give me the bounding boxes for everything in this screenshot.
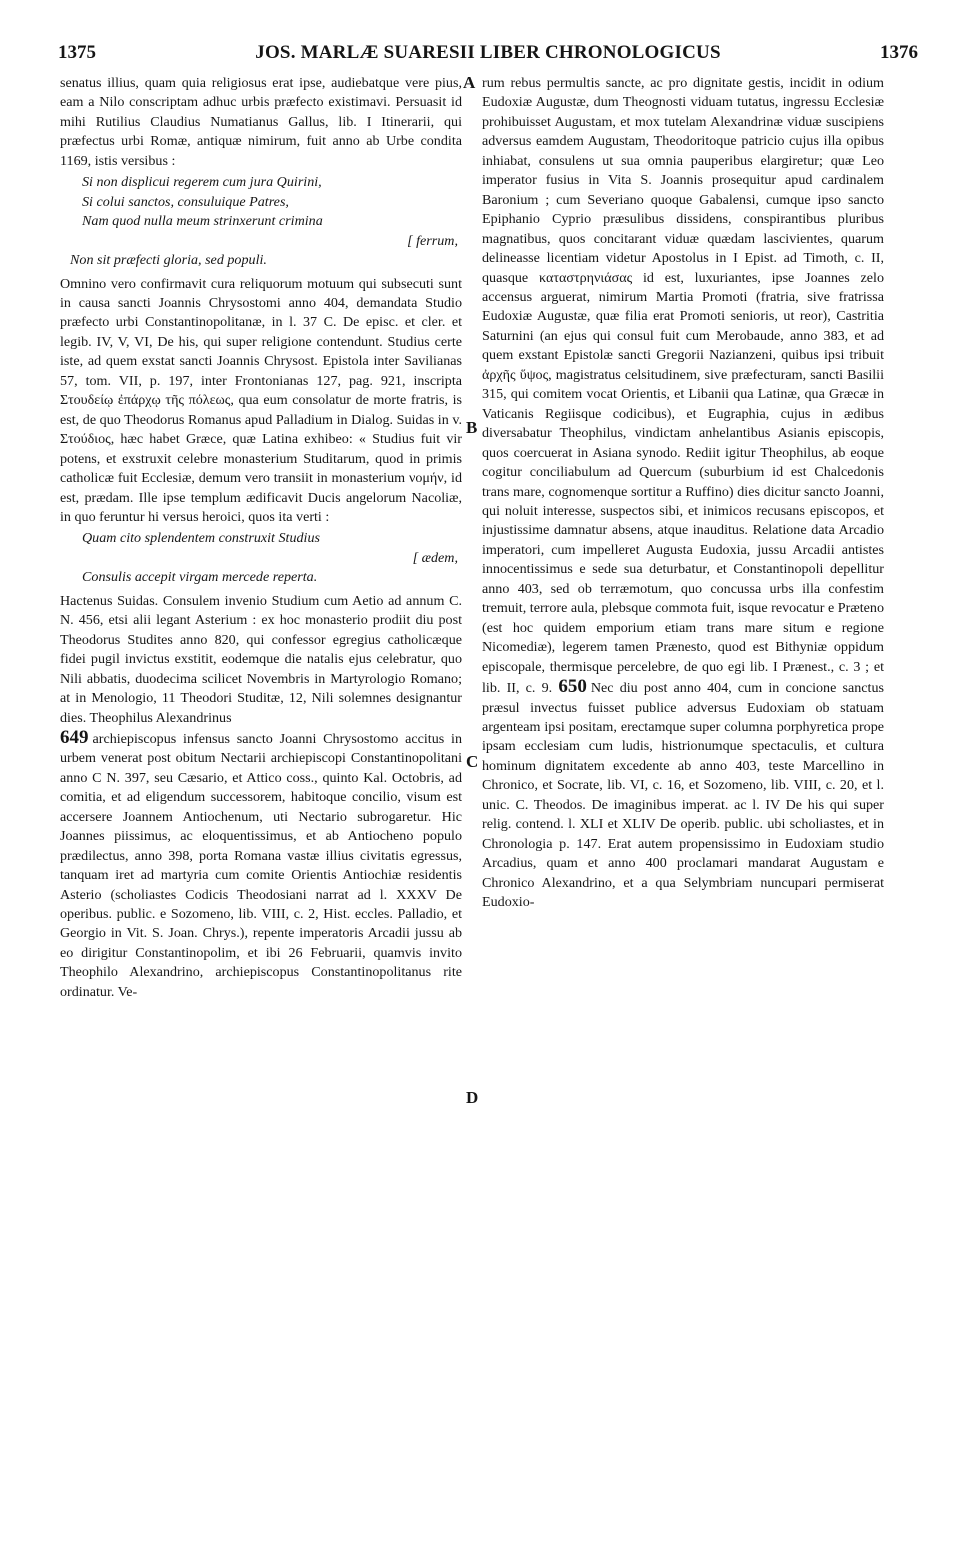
- left-page-number: 1375: [58, 42, 96, 63]
- margin-letter-c: C: [466, 752, 479, 771]
- verse-line: [ ferrum,: [407, 232, 458, 249]
- verse-line: Non sit præfecti gloria, sed populi.: [70, 252, 267, 269]
- verse-line: [ ædem,: [412, 549, 458, 566]
- section-mark-650: 650: [558, 676, 587, 698]
- verse-line: Si colui sanctos, consuluique Patres,: [82, 193, 289, 210]
- right-paragraph-1-text: rum rebus permultis sancte, ac pro dignitate gestis, incidit in odium Eudoxiæ Augustæ, dum Theognosti viduam tutatus, ingressu Ecclesiæ prohibuisset Augustam, et mox tutelam Alexandrinæ viduæ suscipiens adversus eamdem Augustam, Theodoritoque patricio cujus illa opibus inhiabat, consulens ut sua omnia pauperibus elargiretur; quæ Leo imperator fusius in Vita S. Joannis prosequitur apud cardinalem Baronium ; cum Severiano quoque Gabalensi, cumque ipso sancto Epiphanio Cyprio præsulibus dissidens, conspirantibus pluribus magnatibus, quos concitarant viduæ quædam lascivientes, quarum delineasse licentiam videtur Apostolus in I Epist. ad Timoth, c. II, quasque καταστρηνιάσας id est, luxuriantes, ipse Joannes zelo accensus arguerat, nimirum Martia Promoti (fratria, sive fratrissa Eudoxiæ Augustæ, quæ filia erat Promoti senioris, ut reor), Castritia Saturnini (an ejus qui consul fuit cum Merobaude, anno 383, et ad quem exstant Epistolæ sancti Gregorii Nazianzeni, quibus ipsi tribuit ἀρχῆς ὕψος, magistratus celsitudinem, sive præfecturam, sancti Basilii 315, qui comitem vocat Orientis, et Libanii qua Latinæ, qua Græcæ in Vaticanis Regiisque codicibus), et Eugraphia, cujus in ædibus diversabatur Theophilus, vindictam anhelantibus Asianis episcopis, quos coercuerat in Asiana synodo. Rediit igitur Theophilus, ab eoque cogitur conciliabulum ad Quercum (suburbium id est Chalcedonis trans mare, cognomenque sortitur a Ruffino) dies dicitur sancto Joanni, qui noluit interesse, suspectos sibi, et inimicos recusans episcopos, et injustissime damnatur absens, atque inauditus. Relatione data Arcadio imperatori, cum impelleret Augusta Eudoxia, jussu Arcadii antistes innocentissimus e sede sua deturbatur, et Constantinopoli depellitur anno 403, sed ob terræmotum, quo concussa urbs illa confestim tremuit, terrore aula, plebsque commota fuit, isque revocatur e Præteno (est hoc quidem emporium etiam trans mare situm e regione Nicomediæ), legerem tamen Prænesto, quod est Bithyniæ oppidum episcopale, thermisque percelebre, de quo egi lib. I Prænest., c. 3 ; et lib. II, c. 9.: [482, 75, 884, 697]
- left-paragraph-3: Hactenus Suidas. Consulem invenio Studium cum Aetio ad annum C. N. 456, etsi alii legant Asterium : ex hoc monasterio prodiit diu post Theodorus Studites anno 820, qui confessor egregius catholicæque fidei pugil invictus exstitit, eodemque die natalis ejus celebratur, quo Nili abbatis, duodecima scilicet Novembris in Martyrologio Romano; at in Menologio, 11 Theodori Studitæ, 12, Nili solemnes designantur dies. Theophilus Alexandrinus: [60, 592, 462, 726]
- section-mark-649: 649: [60, 726, 89, 748]
- left-paragraph-4: [60, 728, 462, 1002]
- margin-letter-b: B: [466, 418, 478, 437]
- right-paragraph-1: [482, 74, 884, 912]
- verse-line: Si non displicui regerem cum jura Quirini,: [82, 174, 322, 191]
- verse-block-rutilius: [60, 173, 462, 270]
- verse-block-studius: [60, 529, 462, 587]
- left-paragraph-2: Omnino vero confirmavit cura reliquorum motuum qui subsecuti sunt in causa sancti Joannis Chrysostomi anno 404, demandata Studio præfecto urbi Constantinopolitanæ, in l. 37 C. De episc. et cler. et legib. IV, V, VI, De his, qui super religione contendunt. Studius certe iste, ad quem exstat sancti Joannis Chrysost. Epistola inter Savilianas 57, tom. VII, p. 197, inter Frontonianas 127, pag. 921, inscripta Στουδείῳ ἐπάρχῳ τῆς πόλεως, qua eum consolatur de morte fratris, is est, de quo Theodorus Romanus apud Palladium in Dialog. Suidas in v. Στούδιος, hæc habet Græce, quæ Latina exhibeo: « Studius fuit vir potens, et exstruxit celebre monasterium Studitarum, quod in primis catholicæ fuit Ecclesiæ, demum vero transiit in monasterium νομήν, id est, prædam. Ille ipse templum ædificavit Ducis angelorum Nacoliæ, in quo feruntur hi versus heroici, quos ita verti :: [60, 275, 462, 525]
- left-paragraph-1: senatus illius, quam quia religiosus erat ipse, audiebatque vere pius, eam a Nilo conscriptam adhuc urbis præfecto existimavi. Persuasit id mihi Rutilius Claudius Numatianus Gallus, lib. I Itinerarii, qui præfectus urbi Romæ, antiquæ nimirum, fuit anno ab Urbe condita 1169, istis versibus :: [60, 75, 462, 169]
- margin-letter-a: A: [463, 73, 476, 92]
- margin-letter-d: D: [466, 1088, 479, 1107]
- verse-line: Quam cito splendentem construxit Studius: [82, 530, 320, 547]
- verse-line: Consulis accepit virgam mercede reperta.: [82, 569, 318, 586]
- right-column: [482, 74, 884, 912]
- left-column: [60, 74, 462, 1002]
- left-paragraph-4-text: archiepiscopus infensus sancto Joanni Chrysostomo accitus in urbem venerat post obitum Nectarii archiepiscopi Constantinopolitani anno C N. 397, seu Cæsario, et Attico coss., quinto Kal. Octobris, ad comitia, et ad eligendum successorem, habitoque concilio, visum est accersere Joannem Antiochenum, uti Nectario subrogaretur. Hic Joannes piissimus, ac eloquentissimus, et ab Antiocheno populo prædilectus, anno 398, porta Romana vastæ illius civitatis egressus, tanquam iret ad martyria cum comite Orientis Antiochiæ residentis Asterio (scholiastes Codicis Theodosiani narrat ad l. XXXV De operibus. public. e Sozomeno, lib. VIII, c. 2, Hist. eccles. Palladio, et Georgio in Vit. S. Joan. Chrys.), repente imperatoris Arcadii jussu ab eo dirigitur Constantinopolim, et ibi 26 Februarii, quamvis invito Theophilo Alexandrino, archiepiscopus Constantinopolitanus rite ordinatur. Ve-: [60, 730, 462, 1000]
- verse-line: Nam quod nulla meum strinxerunt crimina: [82, 213, 323, 230]
- page-header: [58, 42, 918, 68]
- right-page-number: 1376: [879, 42, 918, 63]
- right-paragraph-2-text: Nec diu post anno 404, cum in concione sanctus præsul invectus fuisset publice adversus Eudoxiam ob statuam argenteam ipsi positam, erectamque super columna porphyretica prope ipsam ecclesiam cum ludis, histrionumque spectaculis, et cultura hominum dignitatem excedente ab anno 403, teste Marcellino in Chronico, et Socrate, lib. VI, c. 16, et Sozomeno, lib. VIII, c. 20, et l. unic. C. Theodos. De imaginibus imperat. ac l. IV De his qui super relig. contend. l. XLI et XLIV De operib. public. ubi scholiastes, et in Chronologia p. 147. Erat autem propensissimo in Eudoxiam studio Arcadius, quam et anno 400 proclamari mandarat Augustam e Chronico Alexandrino, et a qua Selymbriam nuncupari permiserat Eudoxio-: [482, 680, 885, 911]
- running-title: JOS. MARLÆ SUARESII LIBER CHRONOLOGICUS: [255, 42, 721, 63]
